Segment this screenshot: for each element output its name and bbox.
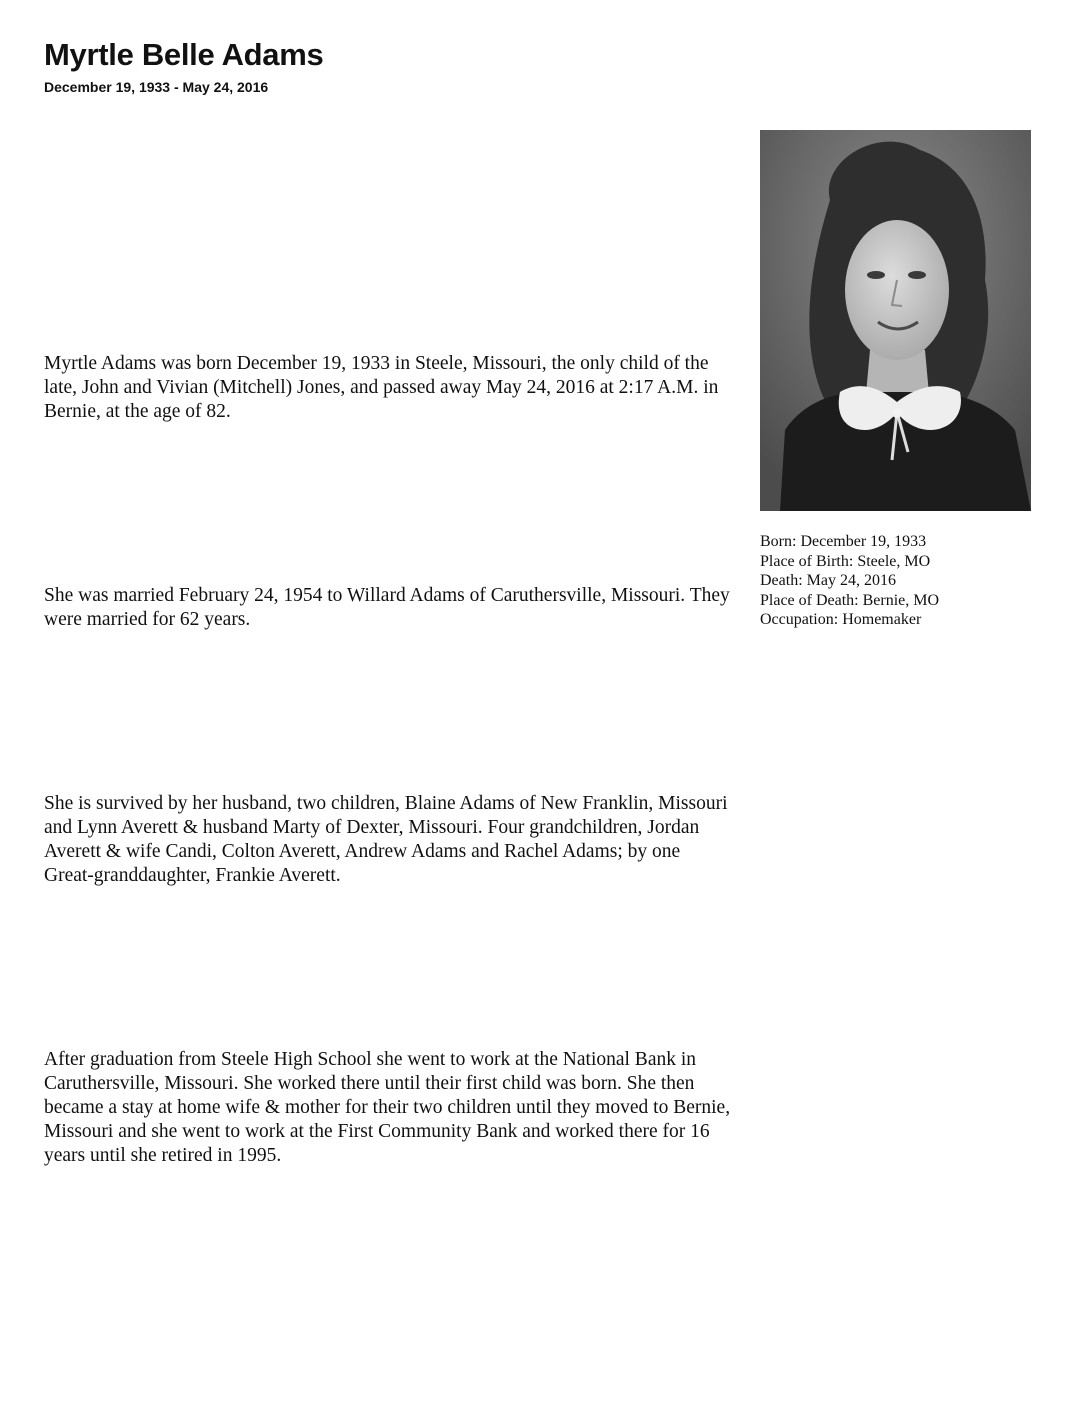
paragraph-birth: Myrtle Adams was born December 19, 1933 in Steele, Missouri, the only child of the late, John and Vivian (Mitchell) Jones, and passed away May 24, 2016 at 2:17 A.M. in Bernie, at the age of 82. [44,353,719,422]
obituary-name: Myrtle Belle Adams [44,37,324,72]
portrait-photo [760,130,1031,511]
fact-born: Born: December 19, 1933 [760,533,927,550]
paragraph-survivors: She is survived by her husband, two children, Blaine Adams of New Franklin, Missouri and Lynn Averett & husband Marty of Dexter, Missouri. Four grandchildren, Jordan Averett & wife Candi, Colton Averett, Andrew Adams and Rachel Adams; by one Great-granddaughter, Frankie Averett. [44,793,728,886]
paragraph-career: After graduation from Steele High School she went to work at the National Bank in Caruthersville, Missouri. She worked there until their first child was born. She then became a stay at home wife & mother for their two children until they moved to Bernie, Missouri and she went to work at the First Community Bank and worked there for 16 years until she retired in 1995. [44,1049,731,1166]
fact-occupation: Occupation: Homemaker [760,611,922,628]
fact-place-of-death: Place of Death: Bernie, MO [760,591,940,609]
fact-death: Death: May 24, 2016 [760,572,896,589]
fact-place-of-birth: Place of Birth: Steele, MO [760,552,931,570]
vital-facts-list [760,532,939,630]
life-dates: December 19, 1933 - May 24, 2016 [44,79,269,95]
paragraph-marriage: She was married February 24, 1954 to Willard Adams of Caruthersville, Missouri. They were married for 62 years. [44,585,730,630]
